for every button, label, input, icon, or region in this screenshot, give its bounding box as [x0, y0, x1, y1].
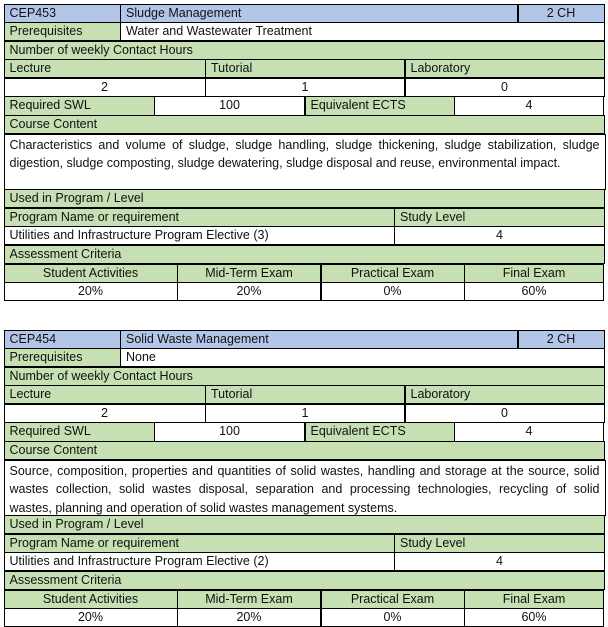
- midterm-exam-label: Mid-Term Exam: [177, 590, 321, 609]
- program-label-row: [4, 516, 605, 535]
- final-exam-label: Final Exam: [464, 590, 604, 609]
- final-exam-label: Final Exam: [464, 264, 604, 283]
- header-row: [4, 330, 605, 349]
- assessment-values-row: [4, 609, 605, 627]
- midterm-exam-value: 20%: [177, 282, 321, 301]
- program-label: Used in Program / Level: [4, 515, 606, 534]
- lecture-label: Lecture: [4, 385, 206, 404]
- swl-row: [4, 97, 605, 116]
- prerequisites-row: [4, 23, 605, 42]
- content-label: Course Content: [4, 115, 606, 134]
- laboratory-value: 0: [405, 78, 605, 97]
- content-row: [4, 134, 605, 190]
- program-label-row: [4, 190, 605, 209]
- contact-hours-values-row: [4, 78, 605, 97]
- program-header-row: [4, 534, 605, 553]
- program-values-row: [4, 553, 605, 572]
- laboratory-value: 0: [405, 404, 605, 423]
- content-label-row: [4, 116, 605, 135]
- tutorial-label: Tutorial: [205, 59, 405, 78]
- study-level-label: Study Level: [394, 534, 605, 553]
- course-table-cep453: [4, 4, 605, 301]
- assessment-label-row: [4, 571, 605, 590]
- assessment-label: Assessment Criteria: [4, 245, 606, 264]
- midterm-exam-label: Mid-Term Exam: [177, 264, 321, 283]
- assessment-label: Assessment Criteria: [4, 571, 606, 590]
- ects-value: 4: [454, 422, 604, 441]
- lecture-value: 2: [4, 404, 206, 423]
- assessment-values-row: [4, 283, 605, 302]
- final-exam-value: 60%: [464, 608, 604, 627]
- study-level: 4: [394, 226, 605, 245]
- course-content: Source, composition, properties and quantities of solid wastes, handling and storage at the source, solid wastes collection, solid wastes disposal, separation and processing technologies, recycling of solid wastes, planning and operation of solid wastes management systems.: [4, 460, 606, 516]
- practical-exam-label: Practical Exam: [321, 264, 465, 283]
- assessment-label-row: [4, 245, 605, 264]
- swl-label: Required SWL: [4, 96, 155, 115]
- prerequisites-row: [4, 349, 605, 368]
- student-activities-value: 20%: [4, 282, 178, 301]
- ects-value: 4: [454, 96, 604, 115]
- practical-exam-value: 0%: [321, 282, 465, 301]
- laboratory-label: Laboratory: [405, 385, 605, 404]
- prerequisites-label: Prerequisites: [4, 348, 121, 367]
- swl-value: 100: [154, 422, 305, 441]
- swl-value: 100: [154, 96, 305, 115]
- content-label: Course Content: [4, 441, 606, 460]
- program-label: Used in Program / Level: [4, 189, 606, 208]
- practical-exam-label: Practical Exam: [321, 590, 465, 609]
- midterm-exam-value: 20%: [177, 608, 321, 627]
- course-title: Sludge Management: [120, 4, 518, 23]
- prerequisites-label: Prerequisites: [4, 22, 121, 41]
- content-row: [4, 460, 605, 516]
- content-label-row: [4, 442, 605, 461]
- student-activities-value: 20%: [4, 608, 178, 627]
- program-name: Utilities and Infrastructure Program Elective (2): [4, 552, 395, 571]
- ects-label: Equivalent ECTS: [305, 96, 455, 115]
- credit-hours: 2 CH: [518, 4, 605, 23]
- contact-hours-header-row: [4, 60, 605, 79]
- assessment-header-row: [4, 264, 605, 283]
- swl-label: Required SWL: [4, 422, 155, 441]
- course-code: CEP453: [4, 4, 121, 23]
- contact-hours-values-row: [4, 404, 605, 423]
- student-activities-label: Student Activities: [4, 264, 178, 283]
- practical-exam-value: 0%: [321, 608, 465, 627]
- lecture-value: 2: [4, 78, 206, 97]
- lecture-label: Lecture: [4, 59, 206, 78]
- study-level-label: Study Level: [394, 208, 605, 227]
- contact-hours-header-row: [4, 386, 605, 405]
- contact-hours-label: Number of weekly Contact Hours: [4, 41, 606, 60]
- header-row: [4, 4, 605, 23]
- course-title: Solid Waste Management: [120, 330, 518, 349]
- final-exam-value: 60%: [464, 282, 604, 301]
- credit-hours: 2 CH: [518, 330, 605, 349]
- student-activities-label: Student Activities: [4, 590, 178, 609]
- assessment-header-row: [4, 590, 605, 609]
- prerequisites-value: Water and Wastewater Treatment: [120, 22, 605, 41]
- contact-hours-row: [4, 41, 605, 60]
- program-name-label: Program Name or requirement: [4, 208, 395, 227]
- program-values-row: [4, 227, 605, 246]
- contact-hours-label: Number of weekly Contact Hours: [4, 367, 606, 386]
- tutorial-value: 1: [205, 404, 405, 423]
- course-content: Characteristics and volume of sludge, sludge handling, sludge thickening, sludge stabilization, sludge digestion, sludge composting, sludge dewatering, sludge disposal and reuse, environmental impact.: [4, 134, 606, 190]
- course-table-cep454: [4, 330, 605, 627]
- tutorial-value: 1: [205, 78, 405, 97]
- prerequisites-value: None: [120, 348, 605, 367]
- swl-row: [4, 423, 605, 442]
- program-name: Utilities and Infrastructure Program Elective (3): [4, 226, 395, 245]
- study-level: 4: [394, 552, 605, 571]
- program-header-row: [4, 208, 605, 227]
- contact-hours-row: [4, 367, 605, 386]
- course-code: CEP454: [4, 330, 121, 349]
- ects-label: Equivalent ECTS: [305, 422, 455, 441]
- laboratory-label: Laboratory: [405, 59, 605, 78]
- tutorial-label: Tutorial: [205, 385, 405, 404]
- program-name-label: Program Name or requirement: [4, 534, 395, 553]
